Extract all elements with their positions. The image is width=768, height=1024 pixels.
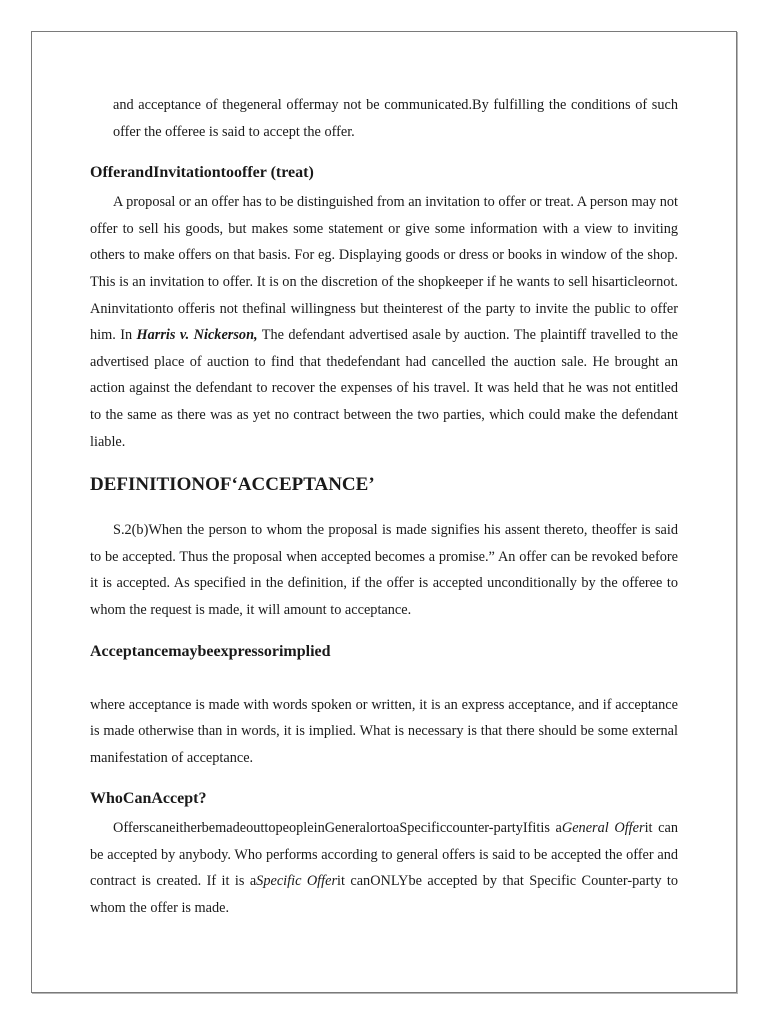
paragraph-text: The defendant advertised asale by auction. The plaintiff travelled to the advertised place of auction to find that thedefendant had cancelled the auction sale. He brought an action against the defendant to recover the expenses of his travel. It was held that he was not entitled to the same as there was as yet no contract between the two parties, which could make the defendant liable. xyxy=(90,327,678,450)
paragraph-general-offer: and acceptance of thegeneral offermay not be communicated.By fulfilling the conditions of such offer the offeree is said to accept the offer. xyxy=(113,97,678,140)
paragraph-who-can-accept xyxy=(90,815,678,921)
paragraph-text: it canONLYbe accepted by that Specific Counter-party to whom the offer is made. xyxy=(90,873,678,917)
term-specific-offer: Specific Offer xyxy=(256,873,338,890)
paragraph-text: it can be accepted by anybody. Who performs according to general offers is said to be accepted the offer and contract is created. If it is a xyxy=(90,820,678,890)
heading-definition-acceptance: DEFINITIONOF‘ACCEPTANCE’ xyxy=(90,474,375,496)
paragraph-invitation-to-offer xyxy=(90,189,678,455)
case-name: Harris v. Nickerson, xyxy=(136,327,258,344)
paragraph-definition: S.2(b)When the person to whom the proposal is made signifies his assent thereto, theoffer is said to be accepted. Thus the proposal when accepted becomes a promise.” An offer can be revoked before it is accepted. As specified in the definition, if the offer is accepted unconditionally by the offeree to whom the request is made, it will amount to acceptance. xyxy=(90,522,678,618)
paragraph-text: A proposal or an offer has to be distinguished from an invitation to offer or treat. A person may not offer to sell his goods, but makes some statement or give some information with a view to inviting others to make offers on that basis. For eg. Displaying goods or dress or books in window of the shop. This is an invitation to offer. It is on the discretion of the shopkeeper if he wants to sell hisarticleornot. Aninvitationto offeris not thefinal willingness but theinterest of the party to invite the public to offer him. In xyxy=(90,194,678,344)
page-content xyxy=(90,92,678,922)
term-general-offer: General Offer xyxy=(561,820,645,837)
paragraph-express-implied: where acceptance is made with words spoken or written, it is an express acceptance, and if acceptance is made otherwise than in words, it is implied. What is necessary is that there should be some external manifestation of acceptance. xyxy=(90,696,678,766)
heading-who-can-accept: WhoCanAccept? xyxy=(90,790,207,808)
document-page xyxy=(31,31,737,993)
heading-express-implied: Acceptancemaybeexpressorimplied xyxy=(90,642,331,660)
heading-offer-invitation: OfferandInvitationtooffer (treat) xyxy=(90,164,314,182)
paragraph-text: OfferscaneitherbemadeouttopeopleinGeneralortoaSpecificcounter-partyIfitis a xyxy=(113,820,562,837)
